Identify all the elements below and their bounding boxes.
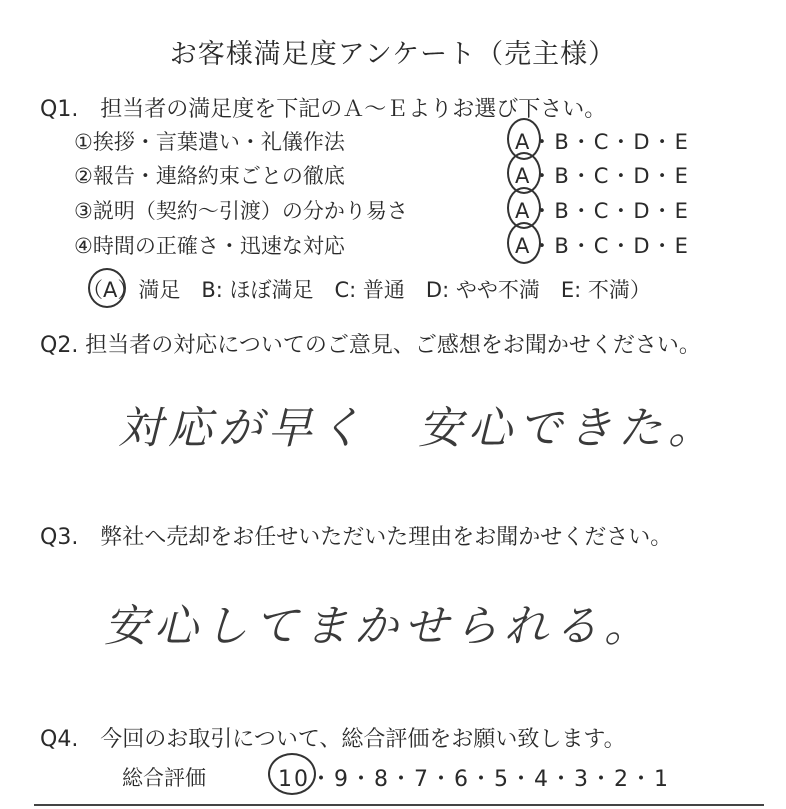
q1-item-2-options: A・B・C・D・E <box>515 164 690 188</box>
q3-question: Q3. 弊社へ売却をお任せいただいた理由をお聞かせください。 <box>40 525 673 550</box>
q4-rating-scale: 10・9・8・7・6・5・4・3・2・1 <box>278 767 670 792</box>
q4-question: Q4. 今回のお取引について、総合評価をお願い致します。 <box>40 727 626 752</box>
bottom-divider <box>34 804 764 806</box>
q2-question: Q2. 担当者の対応についてのご意見、ご感想をお聞かせください。 <box>40 333 701 358</box>
q4-selection-circle <box>268 753 316 795</box>
q1-item-1-label: ①挨拶・言葉遣い・礼儀作法 <box>74 130 345 154</box>
q1-item-3-options: A・B・C・D・E <box>515 199 690 223</box>
q1-legend-selection-circle <box>88 268 126 308</box>
q1-legend: （A）満足 B: ほぼ満足 C: 普通 D: やや不満 E: 不満） <box>82 278 651 302</box>
q1-question: Q1. 担当者の満足度を下記のＡ～Ｅよりお選び下さい。 <box>40 97 607 122</box>
q2-handwritten-answer: 対応が早く 安心できた。 <box>118 403 718 454</box>
q1-item-1-options: A・B・C・D・E <box>515 130 690 154</box>
q1-item-2-label: ②報告・連絡約束ごとの徹底 <box>74 164 345 188</box>
q1-item-4-selection-circle <box>507 222 541 264</box>
q1-item-4-options: A・B・C・D・E <box>515 234 690 258</box>
q3-handwritten-answer: 安心してまかせられる。 <box>104 601 654 652</box>
q1-item-4-label: ④時間の正確さ・迅速な対応 <box>74 234 345 258</box>
q1-item-3-label: ③説明（契約～引渡）の分かり易さ <box>74 199 408 223</box>
q4-rating-label: 総合評価 <box>122 766 206 790</box>
page-title: お客様満足度アンケート（売主様） <box>169 39 617 70</box>
